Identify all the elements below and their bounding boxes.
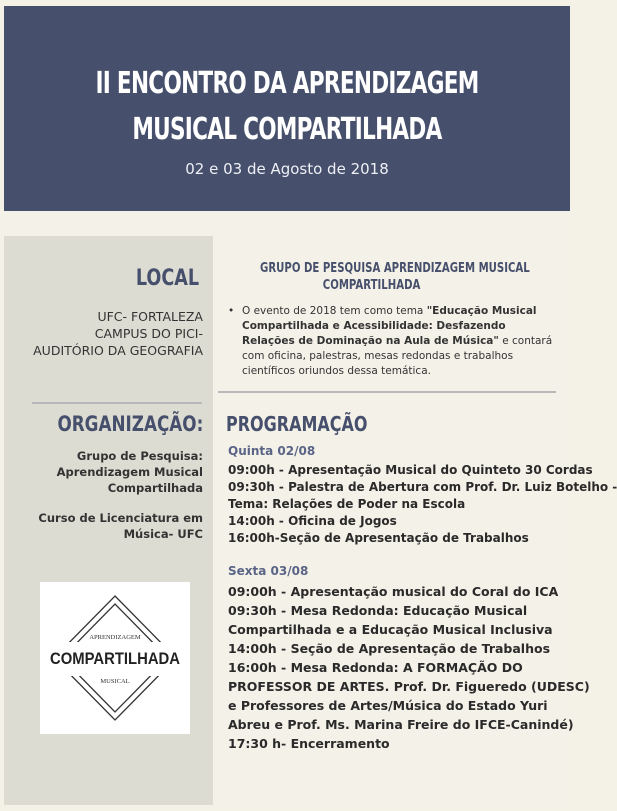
- left-panel: [4, 236, 213, 805]
- programacao-heading: PROGRAMAÇÃO: [226, 412, 368, 436]
- text-pre: O evento de 2018 tem como tema: [242, 305, 427, 317]
- theme-title: "Educação Musical Compartilhada e Acessibilidade: Desfazendo Relações de Dominação na Aula de Música": [242, 305, 537, 347]
- day1-label: Quinta 02/08: [228, 444, 316, 458]
- schedule-item: Tema: Relações de Poder na Escola: [228, 497, 466, 511]
- grupo-heading-line-2: COMPARTILHADA: [323, 278, 421, 293]
- logo-main-text: COMPARTILHADA: [50, 649, 180, 668]
- text-post: e contará com oficina, palestras, mesas redondas e trabalhos científicos oriundos dessa temática.: [242, 335, 553, 377]
- org-line: Grupo de Pesquisa:: [76, 449, 203, 463]
- bullet-icon: •: [228, 305, 235, 317]
- divider: [32, 402, 202, 404]
- compartilhada-logo: [40, 582, 190, 734]
- organizacao-course: [38, 510, 203, 542]
- schedule-item: 09:00h - Apresentação Musical do Quinteto 30 Cordas: [228, 463, 593, 477]
- schedule-item: 09:00h - Apresentação musical do Coral do ICA: [228, 584, 559, 599]
- schedule-item: 17:30 h- Encerramento: [228, 736, 390, 751]
- grupo-description-text: [242, 304, 558, 379]
- logo-bottom-text: MUSICAL: [100, 678, 130, 685]
- logo-graphic: [40, 582, 190, 734]
- logo-top-text: APRENDIZAGEM: [89, 634, 141, 641]
- grupo-description: [228, 304, 558, 379]
- local-line: UFC- FORTALEZA: [97, 309, 203, 324]
- organizacao-heading: ORGANIZAÇÃO:: [57, 412, 203, 436]
- organizacao-group: [57, 448, 203, 496]
- grupo-heading-line-1: GRUPO DE PESQUISA APRENDIZAGEM MUSICAL: [260, 261, 530, 276]
- schedule-item: PROFESSOR DE ARTES. Prof. Dr. Figueredo (UDESC): [228, 679, 590, 694]
- local-line: AUDITÓRIO DA GEOGRAFIA: [33, 343, 203, 358]
- title-line-2: MUSICAL COMPARTILHADA: [132, 112, 442, 147]
- grupo-heading: [222, 260, 530, 294]
- org-line: Curso de Licenciatura em: [38, 511, 203, 525]
- local-address: [33, 308, 203, 359]
- org-line: Música- UFC: [123, 527, 203, 541]
- schedule-item: 16:00h-Seção de Apresentação de Trabalhos: [228, 531, 529, 545]
- schedule-item: 09:30h - Mesa Redonda: Educação Musical: [228, 603, 528, 618]
- schedule-item: 14:00h - Oficina de Jogos: [228, 514, 397, 528]
- poster: [4, 6, 617, 805]
- title-line-1: II ENCONTRO DA APRENDIZAGEM: [95, 66, 479, 101]
- header-banner: [4, 6, 570, 211]
- day2-label: Sexta 03/08: [228, 564, 309, 578]
- schedule-item: Compartilhada e a Educação Musical Inclusiva: [228, 622, 553, 637]
- event-date: 02 e 03 de Agosto de 2018: [185, 160, 389, 178]
- local-line: CAMPUS DO PICI-: [94, 326, 203, 341]
- schedule-item: Abreu e Prof. Ms. Marina Freire do IFCE-Canindé): [228, 717, 574, 732]
- schedule-item: 14:00h - Seção de Apresentação de Trabalhos: [228, 641, 551, 656]
- org-line: Aprendizagem Musical: [56, 465, 203, 479]
- schedule-item: e Professores de Artes/Música do Estado Yuri: [228, 698, 548, 713]
- schedule-item: 09:30h - Palestra de Abertura com Prof. Dr. Luiz Botelho -: [228, 480, 617, 494]
- local-heading: LOCAL: [135, 266, 199, 291]
- org-line: Compartilhada: [107, 481, 203, 495]
- divider: [218, 391, 556, 393]
- schedule-item: 16:00h - Mesa Redonda: A FORMAÇÃO DO: [228, 660, 523, 675]
